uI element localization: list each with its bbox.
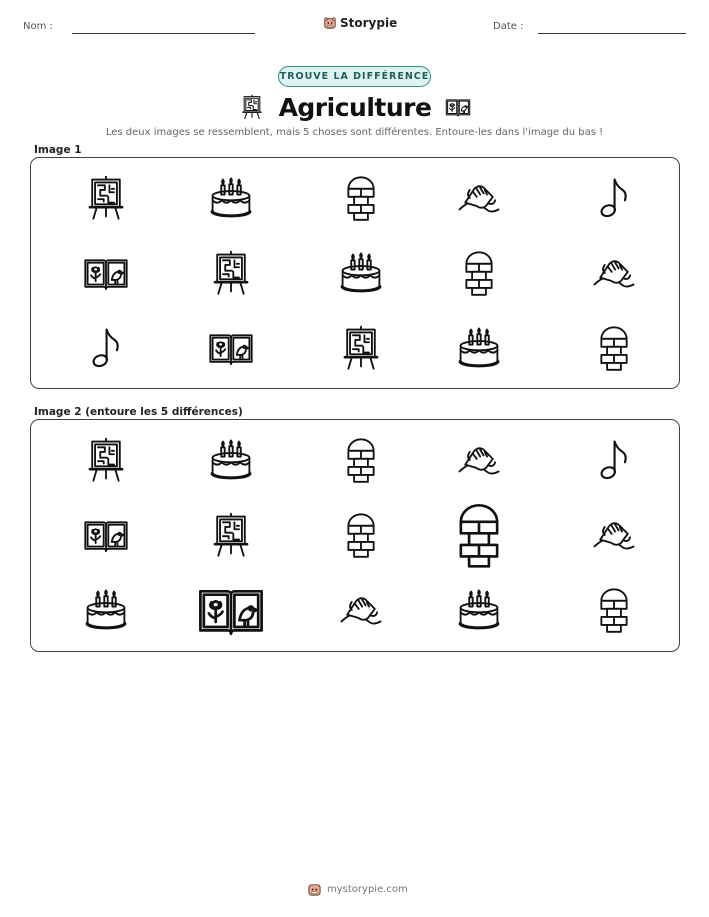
hopscotch-icon[interactable] — [338, 437, 384, 483]
storypie-mascot-icon — [323, 16, 337, 30]
footer — [307, 880, 408, 898]
brand-name: Storypie — [340, 16, 398, 30]
maze-easel-icon — [83, 175, 129, 221]
image2-panel[interactable] — [30, 419, 680, 652]
storypie-mascot-icon — [307, 882, 322, 897]
handshake-icon[interactable] — [338, 587, 384, 633]
music-note-icon — [591, 175, 637, 221]
hopscotch-icon — [591, 325, 637, 371]
birthday-cake-icon[interactable] — [456, 587, 502, 633]
image1-panel — [30, 157, 680, 389]
hopscotch-icon[interactable] — [338, 512, 384, 558]
image2-label: Image 2 (entoure les 5 différences) — [34, 406, 243, 418]
birthday-cake-icon — [208, 175, 254, 221]
hopscotch-icon — [456, 250, 502, 296]
open-book-icon[interactable] — [83, 512, 129, 558]
open-book-icon[interactable] — [197, 576, 265, 644]
name-field[interactable] — [72, 33, 255, 34]
open-book-icon — [208, 325, 254, 371]
brand-logo — [323, 13, 397, 33]
page-title — [230, 90, 480, 124]
handshake-icon[interactable] — [456, 437, 502, 483]
handshake-icon[interactable] — [591, 512, 637, 558]
maze-easel-icon — [208, 250, 254, 296]
maze-easel-icon — [239, 94, 265, 120]
music-note-icon — [83, 325, 129, 371]
hopscotch-icon[interactable] — [591, 587, 637, 633]
open-book-icon — [83, 250, 129, 296]
activity-badge: TROUVE LA DIFFÉRENCE — [278, 66, 431, 87]
page-title-text: Agriculture — [278, 92, 432, 122]
handshake-icon — [591, 250, 637, 296]
name-label: Nom : — [23, 21, 53, 32]
instructions: Les deux images se ressemblent, mais 5 choses sont différentes. Entoure-les dans l'image du bas ! — [105, 127, 604, 138]
hopscotch-icon — [338, 175, 384, 221]
footer-url[interactable]: mystorypie.com — [327, 883, 408, 895]
image1-label: Image 1 — [34, 144, 82, 156]
music-note-icon[interactable] — [591, 437, 637, 483]
maze-easel-icon[interactable] — [208, 512, 254, 558]
birthday-cake-icon[interactable] — [83, 587, 129, 633]
maze-easel-icon[interactable] — [83, 437, 129, 483]
date-label: Date : — [493, 21, 524, 32]
open-book-icon — [445, 94, 471, 120]
birthday-cake-icon — [456, 325, 502, 371]
birthday-cake-icon[interactable] — [208, 437, 254, 483]
date-field[interactable] — [538, 33, 686, 34]
handshake-icon — [456, 175, 502, 221]
birthday-cake-icon — [338, 250, 384, 296]
maze-easel-icon — [338, 325, 384, 371]
hopscotch-icon[interactable] — [446, 502, 512, 568]
